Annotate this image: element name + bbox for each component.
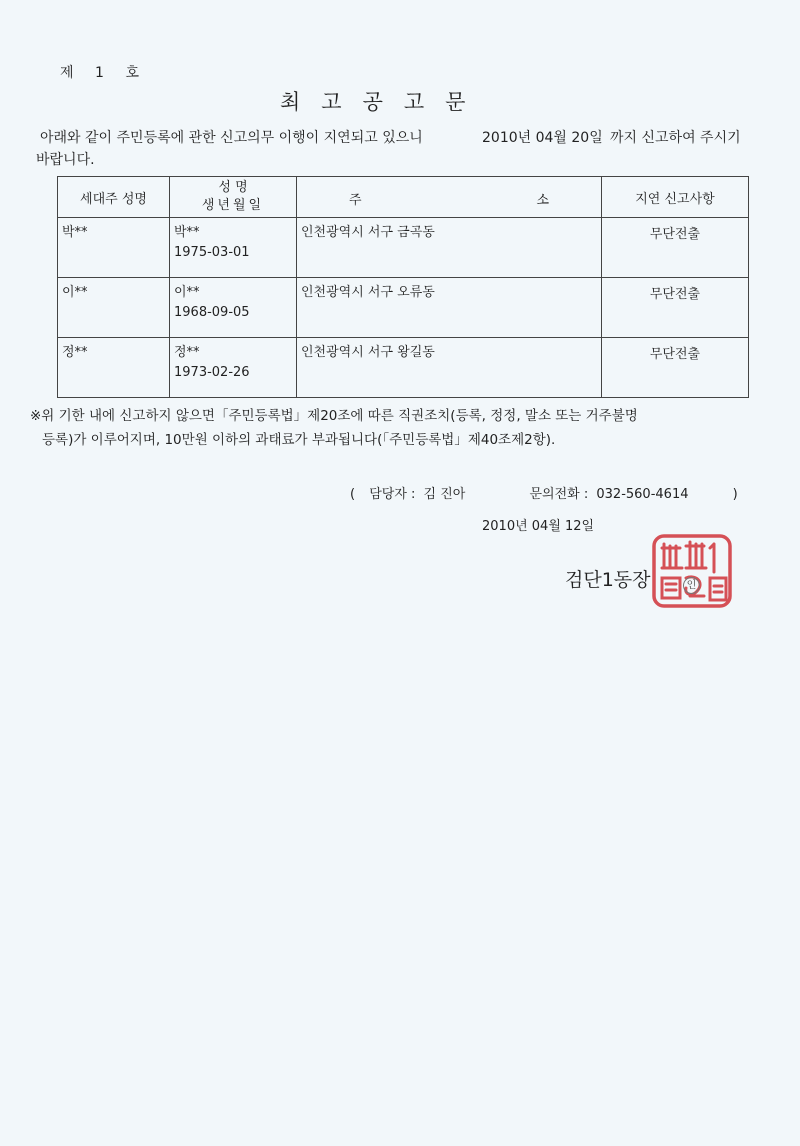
document-number-prefix: 제 <box>60 65 75 81</box>
person-name: 박** <box>174 225 200 240</box>
contact-person-name: 김 진아 <box>423 487 466 502</box>
address-cell: 인천광역시 서구 왕길동 <box>297 338 602 398</box>
penalty-notice-line1: ※위 기한 내에 신고하지 않으면「주민등록법」제20조에 따른 직권조치(등록, 정정, 말소 또는 거주불명 <box>30 408 638 424</box>
delinquent-table <box>57 176 749 398</box>
contact-info <box>350 483 738 502</box>
seal-mark: 인 <box>683 577 700 594</box>
contact-phone-label: 문의전화 : <box>529 487 589 502</box>
issuing-office: 검단1동장 <box>565 569 651 591</box>
person-name: 이** <box>174 285 200 300</box>
contact-person-label: 담당자 : <box>369 487 416 502</box>
name-birth-cell <box>170 338 297 398</box>
contact-phone-number: 032-560-4614 <box>596 487 689 502</box>
household-cell: 박** <box>58 218 170 278</box>
contact-open-paren: ( <box>350 487 356 502</box>
name-birth-cell <box>170 218 297 278</box>
household-cell: 이** <box>58 278 170 338</box>
table-row <box>58 338 749 398</box>
table-row <box>58 278 749 338</box>
intro-text-line2: 바랍니다. <box>36 152 95 168</box>
issue-date: 2010년 04월 12일 <box>482 519 595 534</box>
header-delayed-report: 지연 신고사항 <box>602 177 749 218</box>
address-cell: 인천광역시 서구 오류동 <box>297 278 602 338</box>
header-name-birth <box>170 177 297 218</box>
address-cell: 인천광역시 서구 금곡동 <box>297 218 602 278</box>
birth-date: 1975-03-01 <box>174 245 250 260</box>
deadline-date: 2010년 04월 20일 <box>482 130 603 146</box>
penalty-notice-line2: 등록)가 이루어지며, 10만원 이하의 과태료가 부과됩니다(「주민등록법」제40조제2항). <box>42 432 556 448</box>
document-title: 최고공고문 <box>280 90 487 114</box>
header-address-right: 소 <box>536 193 549 208</box>
header-name: 성 명 <box>218 180 248 195</box>
official-seal-stamp <box>650 530 736 610</box>
name-birth-cell <box>170 278 297 338</box>
delay-cell: 무단전출 <box>602 218 749 278</box>
header-household-name: 세대주 성명 <box>58 177 170 218</box>
document-number <box>60 62 140 82</box>
birth-date: 1968-09-05 <box>174 305 250 320</box>
household-cell: 정** <box>58 338 170 398</box>
intro-text-line1-tail: 까지 신고하여 주시기 <box>610 130 741 146</box>
person-name: 정** <box>174 345 200 360</box>
header-birthdate: 생년월일 <box>201 198 265 213</box>
delay-cell: 무단전출 <box>602 338 749 398</box>
delay-cell: 무단전출 <box>602 278 749 338</box>
table-row <box>58 218 749 278</box>
contact-close-paren: ) <box>732 487 738 502</box>
birth-date: 1973-02-26 <box>174 365 250 380</box>
document-number-value: 1 <box>95 65 105 81</box>
header-address <box>297 177 602 218</box>
table-header-row <box>58 177 749 218</box>
header-address-left: 주 <box>349 193 362 208</box>
document-number-suffix: 호 <box>125 65 140 81</box>
intro-text-line1: 아래와 같이 주민등록에 관한 신고의무 이행이 지연되고 있으니 <box>40 130 423 146</box>
